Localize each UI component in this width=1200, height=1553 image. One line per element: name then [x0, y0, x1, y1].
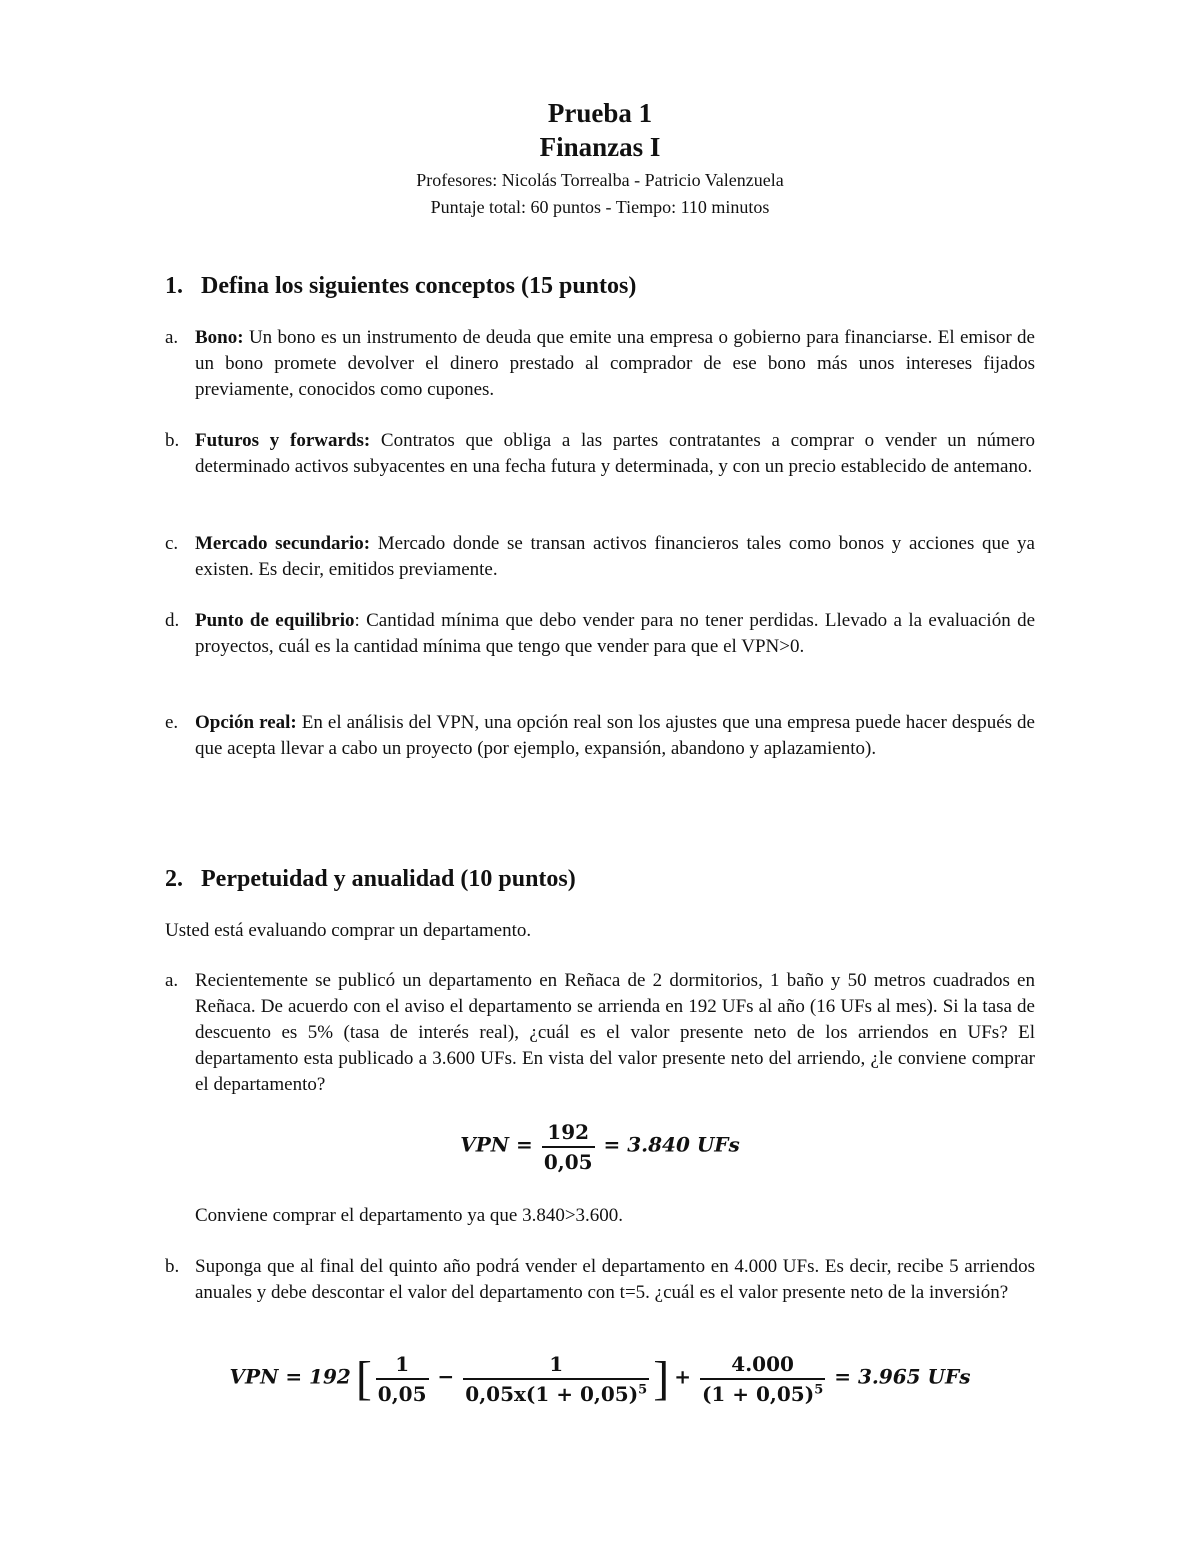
section-1-number: 1. — [165, 273, 183, 299]
fraction-denominator: 0,05x(1 + 0,05) — [465, 1382, 639, 1406]
section-1-title: Defina los siguientes conceptos (15 puntos) — [201, 273, 637, 299]
fraction — [463, 1352, 649, 1406]
item-label: e. — [165, 712, 179, 733]
fraction-numerator: 1 — [395, 1352, 410, 1376]
item-text: Contratos que obliga a las partes contratantes a comprar o vender un número determinado activos subyacentes en una fecha futura y determinada, y con un precio establecido de antemano. — [195, 430, 1036, 477]
definition-item-bono — [165, 325, 1035, 403]
section-2-heading — [165, 866, 576, 893]
fraction — [700, 1352, 825, 1406]
definition-item-opcion-real — [165, 710, 1035, 762]
item-text: Un bono es un instrumento de deuda que emite una empresa o gobierno para financiarse. El emisor de un bono promete devolver el dinero prestado al comprador de ese bono más unos intereses fijados previamente, conocidos como cupones. — [195, 327, 1035, 400]
definition-item-punto-equilibrio — [165, 608, 1035, 660]
exponent: 5 — [638, 1382, 648, 1398]
section-1-heading — [165, 273, 636, 300]
fraction — [376, 1352, 429, 1406]
item-label: c. — [165, 533, 179, 554]
item-term: Opción real: — [195, 712, 297, 733]
fraction-numerator: 1 — [549, 1352, 564, 1376]
item-term: Futuros y forwards: — [195, 430, 371, 451]
formula-lhs: VPN = 192 — [229, 1364, 351, 1389]
question-2a — [165, 968, 1035, 1098]
fraction — [542, 1120, 595, 1174]
formula-vpn-annuity — [0, 1352, 1200, 1406]
section-2-number: 2. — [165, 866, 183, 892]
fraction-denominator: (1 + 0,05) — [701, 1382, 815, 1406]
item-text: Mercado donde se transan activos financieros tales como bonos y acciones que ya existen. Es decir, emitidos previamente. — [195, 533, 1035, 580]
item-label: d. — [165, 610, 180, 631]
conclusion-2a: Conviene comprar el departamento ya que 3.840>3.600. — [195, 1205, 624, 1226]
fraction-denominator: 0,05 — [376, 1378, 429, 1406]
exponent: 5 — [814, 1382, 824, 1398]
item-term: Mercado secundario: — [195, 533, 371, 554]
item-label: b. — [165, 1256, 180, 1277]
fraction-numerator: 4.000 — [731, 1352, 794, 1376]
item-term: Punto de equilibrio — [195, 610, 355, 631]
formula-result: = 3.840 UFs — [603, 1132, 740, 1157]
section-2-title: Perpetuidad y anualidad (10 puntos) — [201, 866, 576, 892]
left-bracket: [ — [355, 1352, 372, 1405]
exam-title: Prueba 1 — [547, 98, 653, 128]
item-text: : Cantidad mínima que debo vender para no tener perdidas. Llevado a la evaluación de proyectos, cuál es la cantidad mínima que tengo que vender para que el VPN>0. — [195, 610, 1035, 657]
question-2b — [165, 1254, 1035, 1306]
formula-lhs: VPN = — [460, 1132, 533, 1157]
item-text: Recientemente se publicó un departamento en Reñaca de 2 dormitorios, 1 baño y 50 metros cuadrados en Reñaca. De acuerdo con el aviso el departamento se arrienda en 192 UFs al año (16 UFs al mes). Si la tasa de descuento es 5% (tasa de interés real), ¿cuál es el valor presente neto de los arriendos en UFs? El departamento esta publicado a 3.600 UFs. En vista del valor presente neto del arriendo, ¿le conviene comprar el departamento? — [195, 970, 1035, 1095]
fraction-numerator: 192 — [547, 1120, 590, 1144]
fraction-denominator: 0,05 — [542, 1146, 595, 1174]
formula-result: = 3.965 UFs — [834, 1364, 971, 1389]
item-label: a. — [165, 327, 179, 348]
item-label: b. — [165, 430, 180, 451]
professors-line: Profesores: Nicolás Torrealba - Patricio Valenzuela — [416, 170, 784, 190]
definition-item-mercado-secundario — [165, 531, 1035, 583]
definition-item-futuros — [165, 428, 1035, 480]
course-title: Finanzas I — [539, 132, 661, 162]
formula-vpn-perpetuity — [0, 1120, 1200, 1174]
item-label: a. — [165, 970, 179, 991]
right-bracket: ] — [653, 1352, 670, 1405]
score-time-line: Puntaje total: 60 puntos - Tiempo: 110 minutos — [430, 197, 770, 217]
item-term: Bono: — [195, 327, 244, 348]
plus-sign: + — [674, 1364, 691, 1389]
section-2-intro: Usted está evaluando comprar un departamento. — [165, 920, 532, 941]
item-text: En el análisis del VPN, una opción real son los ajustes que una empresa puede hacer después de que acepta llevar a cabo un proyecto (por ejemplo, expansión, abandono y aplazamiento). — [195, 712, 1035, 759]
item-text: Suponga que al final del quinto año podrá vender el departamento en 4.000 UFs. Es decir, recibe 5 arriendos anuales y debe descontar el valor del departamento con t=5. ¿cuál es el valor presente neto de la inversión? — [195, 1256, 1035, 1303]
minus-sign: − — [437, 1364, 455, 1389]
